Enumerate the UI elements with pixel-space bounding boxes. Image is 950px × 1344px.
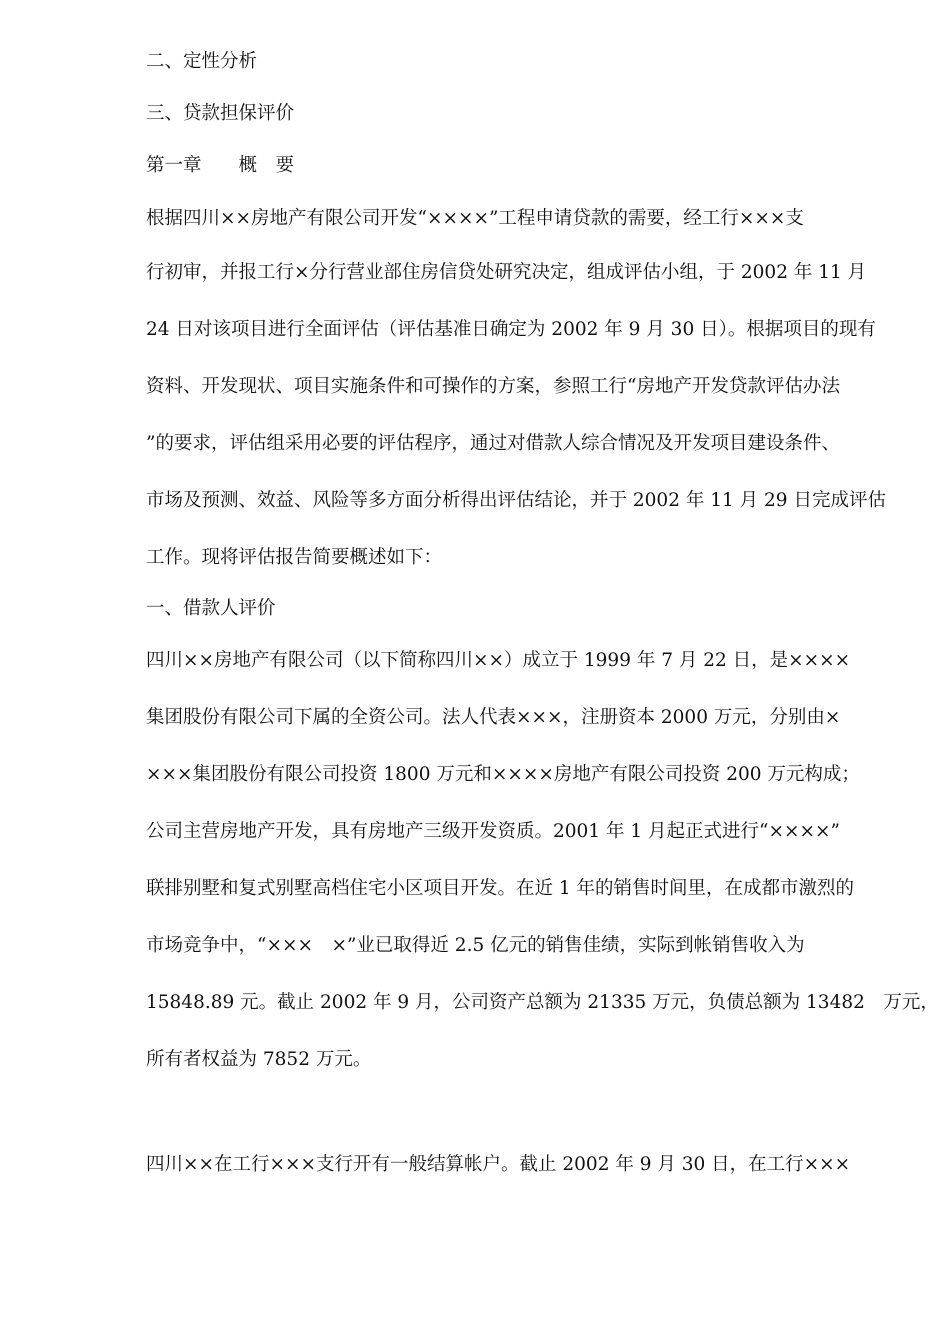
paragraph-line: 公司主营房地产开发，具有房地产三级开发资质。2001 年 1 月起正式进行“××××” — [146, 821, 840, 842]
paragraph-line: 15848.89 元。截止 2002 年 9 月，公司资产总额为 21335 万元，负债总额为 13482 万元， — [146, 992, 939, 1013]
paragraph-line: 工作。现将评估报告简要概述如下： — [146, 547, 443, 568]
chapter-heading: 第一章 概 要 — [146, 155, 295, 176]
paragraph-line: 根据四川××房地产有限公司开发“××××”工程申请贷款的需要，经工行×××支 — [146, 208, 804, 229]
paragraph-line: 四川××房地产有限公司（以下简称四川××）成立于 1999 年 7 月 22 日，是×××× — [146, 650, 851, 671]
paragraph-line: 集团股份有限公司下属的全资公司。法人代表×××，注册资本 2000 万元，分别由× — [146, 707, 841, 728]
paragraph-line: 联排别墅和复式别墅高档住宅小区项目开发。在近 1 年的销售时间里，在成都市激烈的 — [146, 878, 855, 899]
section-heading-qualitative-analysis: 二、定性分析 — [146, 51, 258, 72]
paragraph-line: 四川××在工行×××支行开有一般结算帐户。截止 2002 年 9 月 30 日，在工行××× — [146, 1154, 851, 1175]
section-heading-loan-guarantee: 三、贷款担保评价 — [146, 103, 295, 124]
paragraph-line: 行初审，并报工行×分行营业部住房信贷处研究决定，组成评估小组，于 2002 年 11 月 — [146, 262, 867, 283]
paragraph-line: 市场竞争中，“××× ×”业已取得近 2.5 亿元的销售佳绩，实际到帐销售收入为 — [146, 935, 805, 956]
paragraph-line: 所有者权益为 7852 万元。 — [146, 1049, 372, 1070]
paragraph-line: ×××集团股份有限公司投资 1800 万元和××××房地产有限公司投资 200 万元构成； — [146, 764, 860, 785]
paragraph-line: 资料、开发现状、项目实施条件和可操作的方案，参照工行“房地产开发贷款评估办法 — [146, 376, 840, 397]
paragraph-line: ”的要求，评估组采用必要的评估程序，通过对借款人综合情况及开发项目建设条件、 — [146, 433, 840, 454]
paragraph-line: 24 日对该项目进行全面评估（评估基准日确定为 2002 年 9 月 30 日）。根据项目的现有 — [146, 319, 876, 340]
paragraph-line: 市场及预测、效益、风险等多方面分析得出评估结论，并于 2002 年 11 月 29 日完成评估 — [146, 490, 886, 511]
section-heading-borrower-evaluation: 一、借款人评价 — [146, 598, 276, 619]
